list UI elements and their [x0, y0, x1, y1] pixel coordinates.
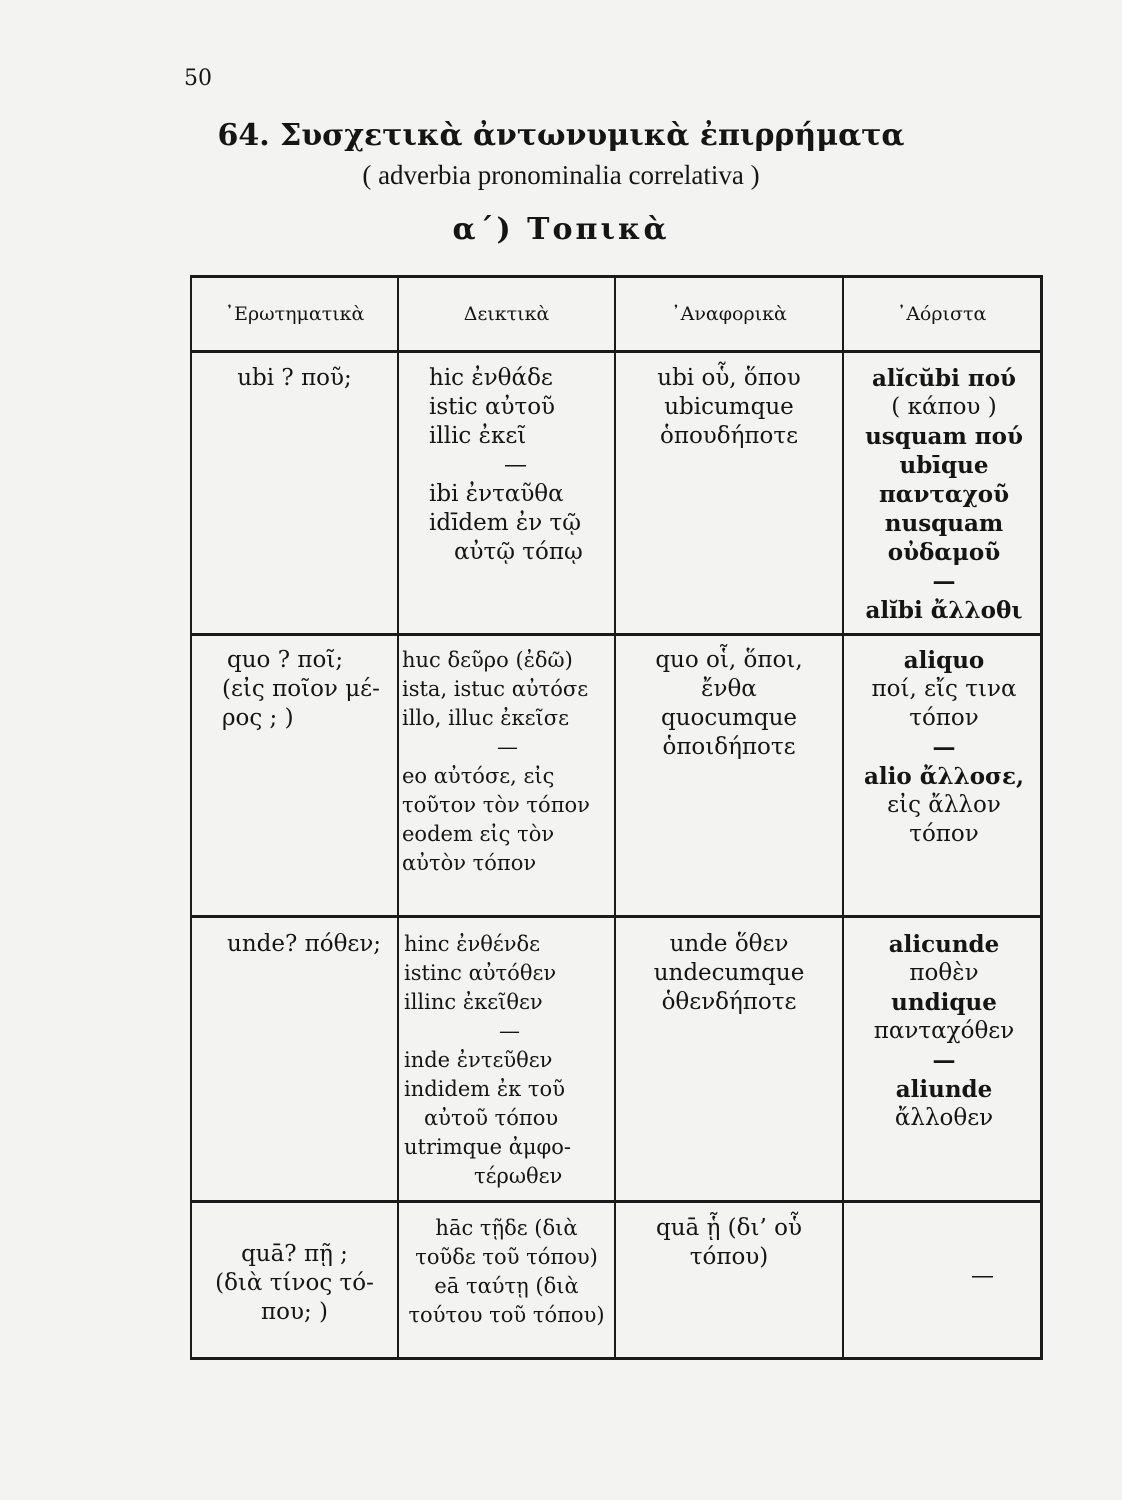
section-subtitle: ( adverbia pronominalia correlativa ): [362, 160, 760, 190]
cell-line: quocumque: [660, 705, 798, 731]
cell-line: alĭbi ἄλλοθι: [865, 597, 1023, 624]
cell-line: illic ἐκεῖ: [429, 423, 527, 449]
cell-line: ubīque: [899, 452, 989, 479]
row2-interrogative: [222, 646, 397, 733]
cell-line: alĭcŭbi πού: [871, 365, 1017, 392]
cell-line: unde ὅθεν: [669, 931, 789, 957]
cell-line: istinc αὐτόθεν: [404, 961, 557, 985]
cell-line: ista, istuc αὐτόσε: [402, 677, 589, 701]
row3-relative: [616, 930, 842, 1017]
cell-line: —: [499, 1019, 520, 1043]
row4-interrogative: [192, 1240, 397, 1327]
cell-line: illo, illuc ἐκεῖσε: [402, 706, 569, 730]
cell-line: —: [932, 734, 956, 761]
cell-line: —: [497, 735, 518, 759]
cell-line: ( κάπου ): [891, 394, 997, 420]
cell-line: quā? πῇ ;: [241, 1241, 348, 1267]
cell-line: eā ταύτῃ (διὰ: [434, 1274, 579, 1298]
cell-line: hic ἐνθάδε: [429, 365, 553, 391]
cell-line: aliunde: [895, 1076, 993, 1103]
cell-line: unde? πόθεν;: [227, 931, 382, 957]
row2-relative: [616, 646, 842, 762]
cell-line: τέρωθεν: [474, 1164, 563, 1188]
cell-line: που; ): [261, 1299, 328, 1325]
cell-line: undecumque: [653, 960, 805, 986]
row1-demonstrative: [429, 364, 619, 567]
section-title: 64. Συσχετικὰ ἀντωνυμικὰ ἐπιρρήματα: [217, 118, 905, 153]
row3-interrogative: [227, 930, 397, 959]
cell-line: ubi ? ποῦ;: [237, 365, 352, 391]
header-demonstrative: Δεικτικὰ: [463, 303, 550, 325]
header-interrogative: ᾿Ερωτηματικὰ: [224, 303, 365, 325]
cell-line: idīdem ἐν τῷ: [429, 510, 582, 536]
cell-line: τόπον: [909, 821, 979, 847]
correlative-adverbs-table: [190, 275, 1043, 1360]
column-divider: [397, 278, 399, 1357]
row3-demonstrative: [404, 930, 616, 1191]
cell-line: αὐτὸν τόπον: [402, 851, 537, 875]
cell-line: ὁποιδήποτε: [662, 734, 796, 760]
row4-indefinite: [844, 1262, 1039, 1291]
cell-line: eodem εἰς τὸν: [402, 822, 555, 846]
row4-relative: [616, 1214, 842, 1272]
cell-line: οὐδαμοῦ: [887, 539, 1001, 566]
cell-line: huc δεῦρο (ἐδῶ): [402, 648, 573, 672]
cell-line: inde ἐντεῦθεν: [404, 1048, 553, 1072]
cell-line: nusquam: [884, 510, 1004, 537]
cell-line: indidem ἐκ τοῦ: [404, 1077, 565, 1101]
cell-line: ὁπουδήποτε: [659, 423, 799, 449]
row-divider: [192, 633, 1040, 636]
cell-line: aliquo: [903, 647, 985, 674]
cell-line: —: [504, 452, 527, 478]
cell-line: ποθὲν: [909, 960, 979, 986]
row-divider: [192, 1200, 1040, 1203]
row-divider: [192, 915, 1040, 918]
cell-line: quo οἷ, ὅποι,: [655, 647, 803, 673]
cell-line: istic αὐτοῦ: [429, 394, 556, 420]
cell-line: ἄλλοθεν: [894, 1105, 994, 1131]
cell-line: ubi οὗ, ὅπου: [657, 365, 801, 391]
cell-line: —: [932, 568, 956, 595]
cell-line: undique: [891, 989, 997, 1016]
cell-line: hāc τῇδε (διὰ: [435, 1216, 578, 1240]
cell-line: usquam πού: [865, 423, 1023, 450]
cell-line: (διὰ τίνος τό-: [215, 1270, 374, 1296]
cell-line: hinc ἐνθένδε: [404, 932, 541, 956]
cell-line: αὐτοῦ τόπου: [424, 1106, 559, 1130]
cell-line: τοῦτον τὸν τόπον: [402, 793, 590, 817]
row4-demonstrative: [399, 1214, 614, 1330]
cell-line: πανταχοῦ: [878, 481, 1010, 508]
page-number: 50: [184, 66, 212, 91]
row-divider: [192, 350, 1040, 353]
row1-indefinite: [844, 364, 1044, 625]
cell-line: ἔνθα: [701, 676, 757, 702]
cell-line: ubicumque: [664, 394, 794, 420]
cell-line: illinc ἐκεῖθεν: [404, 990, 543, 1014]
cell-line: quo ? ποῖ;: [227, 647, 344, 673]
cell-line: πανταχόθεν: [873, 1018, 1015, 1044]
cell-line: alio ἄλλοσε,: [864, 763, 1024, 790]
subsection-title: α΄) Τοπικὰ: [452, 212, 670, 247]
cell-line: —: [932, 1047, 956, 1074]
cell-line: τοῦδε τοῦ τόπου): [415, 1245, 598, 1269]
row3-indefinite: [844, 930, 1044, 1133]
cell-line: τόπου): [689, 1244, 769, 1270]
cell-line: τούτου τοῦ τόπου): [408, 1303, 605, 1327]
cell-line: ibi ἐνταῦθα: [429, 481, 564, 507]
header-indefinite: ᾿Αόριστα: [896, 303, 987, 325]
cell-line: εἰς ἄλλον: [887, 792, 1001, 818]
cell-line: ποί, εἴς τινα: [871, 676, 1017, 702]
cell-line: ρος ; ): [222, 705, 294, 731]
row2-indefinite: [844, 646, 1044, 849]
cell-line: alicunde: [888, 931, 1000, 958]
cell-line: (εἰς ποῖον μέ-: [222, 676, 380, 702]
row2-demonstrative: [402, 646, 614, 878]
row1-relative: [616, 364, 842, 451]
cell-line: utrimque ἀμφο-: [404, 1135, 571, 1159]
cell-line: quā ᾗ (δι’ οὗ: [656, 1215, 802, 1241]
cell-line: —: [971, 1263, 994, 1289]
cell-line: eo αὐτόσε, εἰς: [402, 764, 555, 788]
header-relative: ᾿Αναφορικὰ: [671, 303, 787, 325]
cell-line: τόπον: [909, 705, 979, 731]
cell-line: ὁθενδήποτε: [661, 989, 797, 1015]
cell-line: αὐτῷ τόπῳ: [454, 539, 583, 565]
row1-interrogative: [192, 364, 397, 393]
